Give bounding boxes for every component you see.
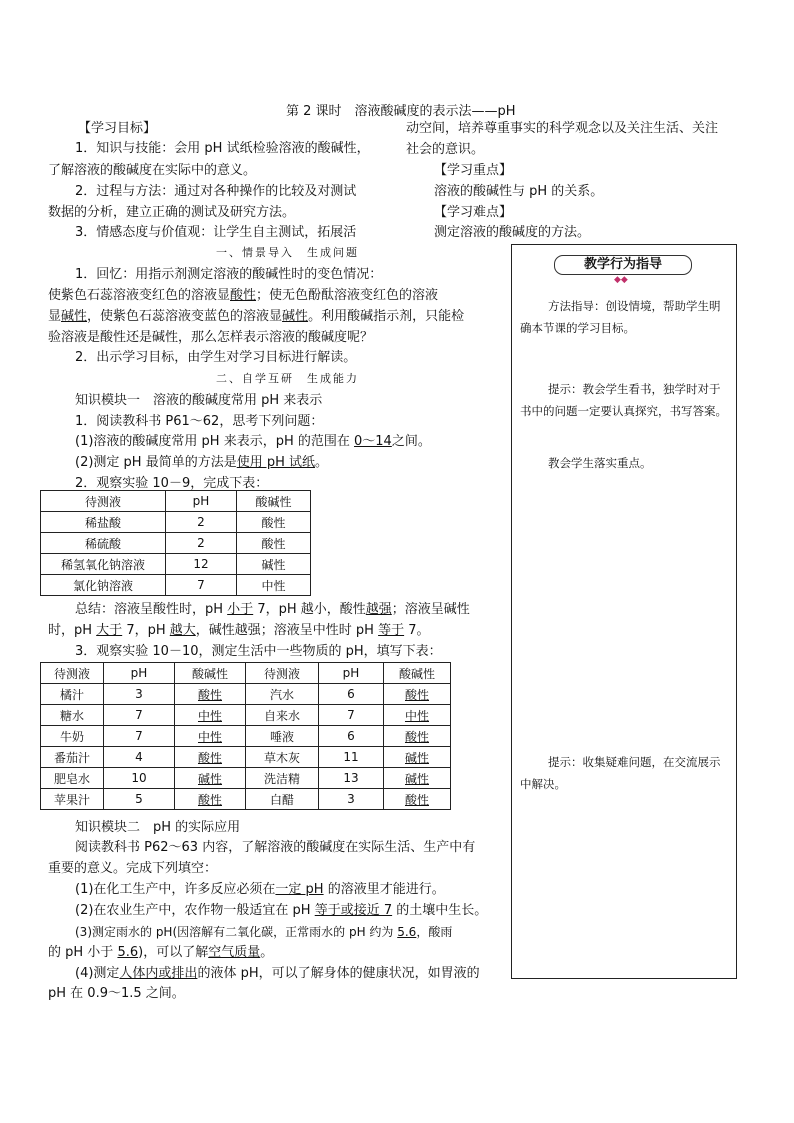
table-header: 待测液 [41,491,166,512]
difficulty-heading: 【学习难点】 [434,205,513,220]
objective-line: 1．知识与技能：会用 pH 试纸检验溶液的酸碱性， [75,141,370,156]
table-row [41,789,451,810]
paragraph: (4)测定人体内或排出的液体 pH，可以了解身体的健康状况，如胃液的 [75,966,480,981]
table-row [41,768,451,789]
page-title: 第 2 课时 溶液酸碱度的表示法——pH [286,104,516,119]
paragraph: (3)测定雨水的 pH(因溶解有二氧化碳，正常雨水的 pH 约为 5.6，酸雨 [75,925,453,939]
guide-note: 提示：收集疑难问题，在交流展示中解决。 [520,755,721,791]
paragraph: 重要的意义。完成下列填空： [48,861,218,876]
table-header: pH [166,491,237,512]
table-header: pH [319,663,384,684]
paragraph: (2)测定 pH 最简单的方法是使用 pH 试纸。 [75,455,329,470]
table-cell: 糖水 [41,705,104,726]
table-cell: 草木灰 [246,747,319,768]
table-header: 酸碱性 [384,663,451,684]
paragraph: (2)在农业生产中，农作物一般适宜在 pH 等于或接近 7 的土壤中生长。 [75,903,488,918]
table-cell: 碱性 [237,554,311,575]
table-cell: 橘汁 [41,684,104,705]
table-cell: 7 [319,705,384,726]
guide-note: 教会学生落实重点。 [548,456,652,470]
table-cell: 番茄汁 [41,747,104,768]
table-cell: 唾液 [246,726,319,747]
paragraph: 总结：溶液呈酸性时，pH 小于 7，pH 越小，酸性越强；溶液呈碱性 [75,602,470,617]
table-cell: 白醋 [246,789,319,810]
table-cell: 3 [104,684,175,705]
table-cell: 碱性 [175,768,246,789]
key-heading: 【学习重点】 [434,163,513,178]
table-header: 酸碱性 [175,663,246,684]
paragraph: 2．出示学习目标，由学生对学习目标进行解读。 [75,350,357,365]
table-cell: 7 [104,726,175,747]
objective-line: 数据的分析，建立正确的测试及研究方法。 [48,205,296,220]
table-cell: 7 [104,705,175,726]
table-row [41,533,311,554]
table-header: 待测液 [41,663,104,684]
table-row [41,663,451,684]
difficulty-text: 测定溶液的酸碱度的方法。 [434,225,591,240]
objective-line: 2．过程与方法：通过对各种操作的比较及对测试 [75,184,357,199]
table-cell: 3 [319,789,384,810]
table-row [41,491,311,512]
table-cell: 自来水 [246,705,319,726]
table-cell: 苹果汁 [41,789,104,810]
table-cell: 5 [104,789,175,810]
table-cell: 稀氢氧化钠溶液 [41,554,166,575]
table-cell: 中性 [237,575,311,596]
table-cell: 11 [319,747,384,768]
key-text: 溶液的酸碱性与 pH 的关系。 [434,184,604,199]
table-cell: 酸性 [175,789,246,810]
table-cell: 碱性 [384,747,451,768]
table-cell: 酸性 [384,726,451,747]
guide-note: 提示：教会学生看书，独学时对于书中的问题一定要认真探究，书写答案。 [520,382,727,418]
table-row [41,684,451,705]
table-cell: 肥皂水 [41,768,104,789]
table-cell: 酸性 [175,684,246,705]
table-cell: 中性 [175,726,246,747]
table-experiment-10-10 [40,662,451,810]
table-cell: 酸性 [237,533,311,554]
table-cell: 中性 [175,705,246,726]
paragraph: 时，pH 大于 7，pH 越大，碱性越强；溶液呈中性时 pH 等于 7。 [48,623,430,638]
table-cell: 12 [166,554,237,575]
table-row [41,512,311,533]
table-cell: 酸性 [384,684,451,705]
paragraph: 验溶液是酸性还是碱性，那么怎样表示溶液的酸碱度呢？ [48,330,374,345]
table-row [41,705,451,726]
table-row [41,726,451,747]
table-header: 酸碱性 [237,491,311,512]
table-cell: 碱性 [384,768,451,789]
table-cell: 酸性 [175,747,246,768]
teaching-guide-title: 教学行为指导 [554,255,692,275]
diamond-ornament-icon: ◆◆ [614,275,628,285]
table-header: pH [104,663,175,684]
paragraph: 2．观察实验 10－9，完成下表： [75,476,269,491]
table-cell: 4 [104,747,175,768]
objective-line: 社会的意识。 [406,142,485,157]
table-experiment-10-9 [40,490,311,596]
table-cell: 6 [319,684,384,705]
table-cell: 稀硫酸 [41,533,166,554]
paragraph: (1)在化工生产中，许多反应必须在一定 pH 的溶液里才能进行。 [75,882,445,897]
table-row [41,575,311,596]
paragraph: (1)溶液的酸碱度常用 pH 来表示，pH 的范围在 0～14之间。 [75,434,431,449]
objectives-heading: 【学习目标】 [78,121,157,136]
table-cell: 稀盐酸 [41,512,166,533]
section-heading: 二、自学互研 生成能力 [216,372,359,385]
table-cell: 7 [166,575,237,596]
table-cell: 中性 [384,705,451,726]
table-row [41,747,451,768]
table-cell: 2 [166,533,237,554]
paragraph: 3．观察实验 10－10，测定生活中一些物质的 pH，填写下表： [75,644,442,659]
table-cell: 10 [104,768,175,789]
paragraph: 显碱性，使紫色石蕊溶液变蓝色的溶液显碱性。利用酸碱指示剂，只能检 [48,309,465,324]
teaching-guide-box [511,244,737,979]
paragraph: 1．回忆：用指示剂测定溶液的酸碱性时的变色情况： [75,267,383,282]
table-cell: 汽水 [246,684,319,705]
guide-note: 方法指导：创设情境，帮助学生明确本节课的学习目标。 [520,299,721,335]
table-cell: 酸性 [384,789,451,810]
module-heading: 知识模块一 溶液的酸碱度常用 pH 来表示 [75,393,323,408]
objective-line: 3．情感态度与价值观：让学生自主测试，拓展活 [75,225,357,240]
table-cell: 酸性 [237,512,311,533]
objective-line: 动空间，培养尊重事实的科学观念以及关注生活、关注 [406,121,719,136]
table-cell: 2 [166,512,237,533]
table-cell: 洗洁精 [246,768,319,789]
objective-line: 了解溶液的酸碱度在实际中的意义。 [48,163,257,178]
table-cell: 13 [319,768,384,789]
paragraph: 1．阅读教科书 P61～62，思考下列问题： [75,414,324,429]
module-heading: 知识模块二 pH 的实际应用 [75,820,241,835]
paragraph: 的 pH 小于 5.6)，可以了解空气质量。 [48,945,274,960]
paragraph: pH 在 0.9～1.5 之间。 [48,986,185,1001]
table-row [41,554,311,575]
paragraph: 使紫色石蕊溶液变红色的溶液显酸性；使无色酚酞溶液变红色的溶液 [48,288,439,303]
table-cell: 氯化钠溶液 [41,575,166,596]
table-cell: 牛奶 [41,726,104,747]
paragraph: 阅读教科书 P62～63 内容，了解溶液的酸碱度在实际生活、生产中有 [75,840,476,855]
section-heading: 一、情景导入 生成问题 [216,246,359,259]
table-cell: 6 [319,726,384,747]
table-header: 待测液 [246,663,319,684]
